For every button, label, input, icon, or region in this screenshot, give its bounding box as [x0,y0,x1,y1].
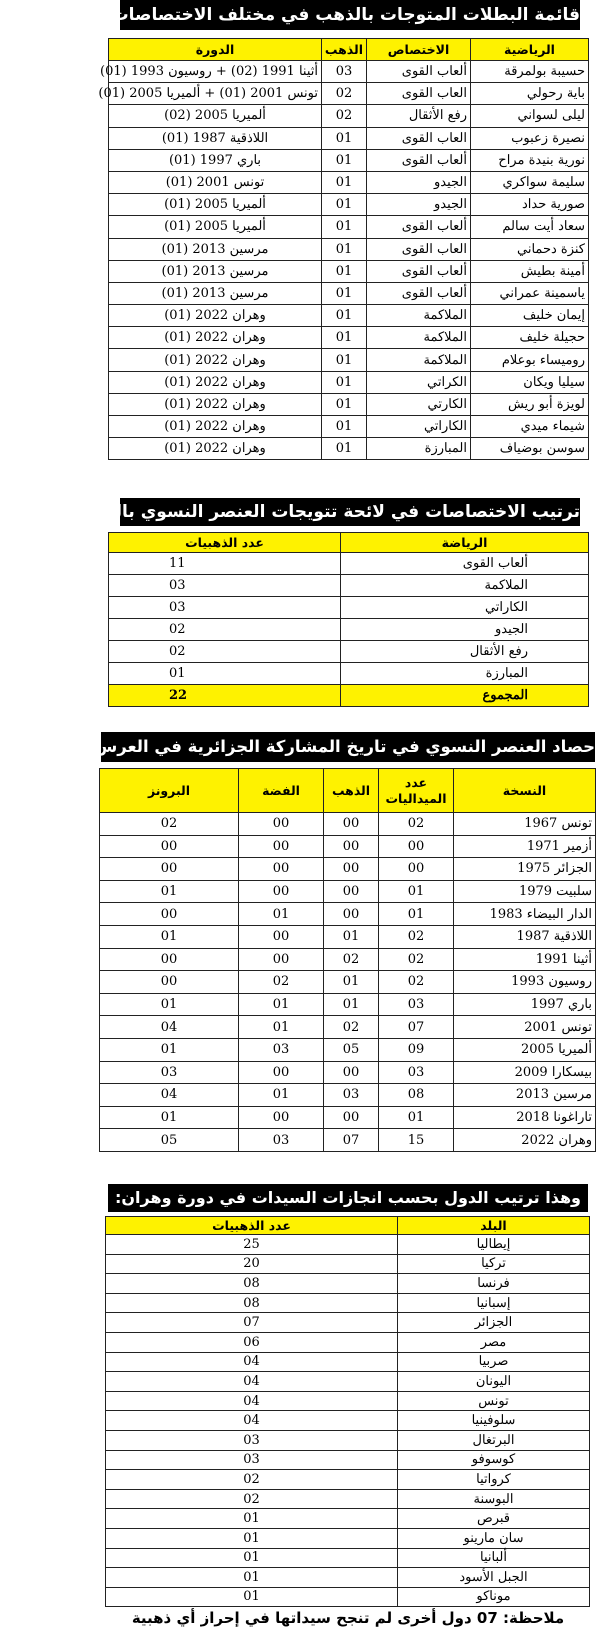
bronze-cell: 04 [100,1016,239,1039]
edition-cell: تونس 2001 [454,1016,596,1039]
edition-cell: وهران 2022 (01) [109,305,322,327]
table-row [109,416,589,438]
gold-count-cell: 11 [109,553,341,575]
table-row [109,327,589,349]
disciplines-ranking-section [69,498,598,707]
gold-count-cell: 02 [106,1489,398,1509]
bronze-cell: 01 [100,993,239,1016]
table-row [106,1528,590,1548]
table-row [109,149,589,171]
bronze-cell: 01 [100,1106,239,1129]
table-row [100,813,596,836]
discipline-cell: المبارزة [367,438,471,460]
table-row [109,194,589,216]
table-row [106,1470,590,1490]
gold-cell: 01 [322,416,367,438]
edition-cell: مرسين 2013 (01) [109,282,322,304]
gold-count-cell: 04 [106,1411,398,1431]
medal-count-cell: 00 [379,835,454,858]
discipline-cell: الكاراتي [367,416,471,438]
table-row [106,1332,590,1352]
table-row [100,925,596,948]
athlete-cell: سوسن بوضياف [471,438,589,460]
silver-cell: 02 [239,971,324,994]
bronze-cell: 05 [100,1129,239,1152]
medal-count-cell: 02 [379,971,454,994]
table-row [109,238,589,260]
header-edition: الدورة [109,39,322,61]
edition-cell: ألميريا 2005 [454,1038,596,1061]
country-cell: تونس [398,1391,590,1411]
table-row [100,1106,596,1129]
table-row [109,282,589,304]
medal-count-cell: 02 [379,925,454,948]
table-row [100,903,596,926]
country-cell: سان مارينو [398,1528,590,1548]
medal-count-cell: 01 [379,880,454,903]
gold-count-cell: 08 [106,1293,398,1313]
discipline-cell: العاب القوى [367,127,471,149]
table-row [109,216,589,238]
disciplines-ranking-title: ترتيب الاختصاصات في لائحة تتويجات العنصر النسوي بالذهب: [120,498,580,526]
header-sport: الرياضة [341,533,589,553]
table-row [106,1352,590,1372]
country-cell: سلوفينيا [398,1411,590,1431]
gold-cell: 07 [324,1129,379,1152]
countries-ranking-table [105,1216,590,1607]
table-row [100,1038,596,1061]
medal-count-cell: 02 [379,813,454,836]
bronze-cell: 02 [100,813,239,836]
total-label: المجموع [341,685,589,707]
gold-cell: 02 [322,105,367,127]
athlete-cell: شيماء ميدي [471,416,589,438]
medal-count-cell: 08 [379,1084,454,1107]
table-row [106,1587,590,1607]
gold-count-cell: 20 [106,1254,398,1274]
gold-cell: 00 [324,835,379,858]
silver-cell: 03 [239,1038,324,1061]
table-row [106,1430,590,1450]
discipline-cell: ألعاب القوى [367,216,471,238]
header-country: البلد [398,1217,590,1235]
table-row [109,663,589,685]
silver-cell: 00 [239,813,324,836]
gold-cell: 02 [324,948,379,971]
disciplines-ranking-table [108,532,589,707]
bronze-cell: 01 [100,880,239,903]
table-row [106,1509,590,1529]
gold-count-cell: 04 [106,1352,398,1372]
gold-cell: 03 [322,61,367,83]
sport-cell: الجيدو [341,619,589,641]
edition-cell: ألميريا 2005 (02) [109,105,322,127]
gold-count-cell: 01 [106,1509,398,1529]
sport-cell: المبارزة [341,663,589,685]
silver-cell: 00 [239,858,324,881]
total-row [109,685,589,707]
gold-cell: 01 [322,327,367,349]
athlete-cell: ليلى لسواني [471,105,589,127]
gold-count-cell: 25 [106,1235,398,1255]
discipline-cell: العاب القوى [367,83,471,105]
discipline-cell: العاب القوى [367,238,471,260]
table-row [106,1391,590,1411]
gold-count-cell: 03 [106,1430,398,1450]
bronze-cell: 00 [100,858,239,881]
discipline-cell: الملاكمة [367,305,471,327]
silver-cell: 03 [239,1129,324,1152]
total-value: 22 [109,685,341,707]
header-medal-count: عدد الميداليات [379,769,454,813]
gold-cell: 00 [324,813,379,836]
gold-cell: 00 [324,1061,379,1084]
medal-count-cell: 03 [379,1061,454,1084]
table-row [100,1061,596,1084]
table-row [100,1084,596,1107]
gold-count-cell: 01 [106,1528,398,1548]
edition-cell: وهران 2022 (01) [109,438,322,460]
discipline-cell: الجيدو [367,194,471,216]
country-cell: إيطاليا [398,1235,590,1255]
medal-harvest-title: حصاد العنصر النسوي في تاريخ المشاركة الجزائرية في العرس المتوسطي [101,732,595,762]
table-row [100,993,596,1016]
table-row [109,553,589,575]
header-silver: الفضة [239,769,324,813]
bronze-cell: 03 [100,1061,239,1084]
discipline-cell: ألعاب القوى [367,61,471,83]
edition-cell: وهران 2022 (01) [109,349,322,371]
country-cell: موناكو [398,1587,590,1607]
edition-cell: الجزائر 1975 [454,858,596,881]
athlete-cell: ياسمينة عمراني [471,282,589,304]
country-cell: تركيا [398,1254,590,1274]
edition-cell: ألميريا 2005 (01) [109,216,322,238]
athlete-cell: كنزة دحماني [471,238,589,260]
gold-cell: 03 [324,1084,379,1107]
medal-count-cell: 01 [379,1106,454,1129]
table-row [100,971,596,994]
gold-cell: 05 [324,1038,379,1061]
footnote: ملاحظة: 07 دول أخرى لم تنجح سيداتها في إحراز أي ذهبية [131,1609,565,1628]
discipline-cell: الكارتي [367,393,471,415]
edition-cell: باري 1997 [454,993,596,1016]
table-row [109,438,589,460]
athlete-cell: سعاد أيت سالم [471,216,589,238]
gold-cell: 01 [322,393,367,415]
edition-cell: أثينا 1991 [454,948,596,971]
silver-cell: 00 [239,1106,324,1129]
edition-cell: اللاذقية 1987 (01) [109,127,322,149]
bronze-cell: 01 [100,1038,239,1061]
gold-count-cell: 04 [106,1391,398,1411]
gold-count-cell: 06 [106,1332,398,1352]
table-row [100,948,596,971]
gold-medalists-section [98,0,598,460]
edition-cell: أزمير 1971 [454,835,596,858]
edition-cell: مرسين 2013 (01) [109,260,322,282]
table-row [109,127,589,149]
discipline-cell: الملاكمة [367,349,471,371]
edition-cell: أثينا 1991 (02) + روسيون 1993 (01) [109,61,322,83]
silver-cell: 00 [239,835,324,858]
gold-cell: 01 [322,371,367,393]
header-gold: الذهب [324,769,379,813]
countries-ranking-title: وهذا ترتيب الدول بحسب انجازات السيدات في دورة وهران: [108,1184,588,1212]
gold-cell: 02 [324,1016,379,1039]
table-row [100,1016,596,1039]
silver-cell: 01 [239,1016,324,1039]
athlete-cell: سيليا ويكان [471,371,589,393]
country-cell: إسبانيا [398,1293,590,1313]
athlete-cell: إيمان خليف [471,305,589,327]
table-row [106,1411,590,1431]
silver-cell: 01 [239,1084,324,1107]
medal-count-cell: 00 [379,858,454,881]
gold-cell: 01 [322,282,367,304]
table-row [106,1489,590,1509]
gold-cell: 01 [322,438,367,460]
table-row [106,1548,590,1568]
bronze-cell: 00 [100,903,239,926]
gold-cell: 01 [322,260,367,282]
gold-count-cell: 01 [109,663,341,685]
sport-cell: الكاراتي [341,597,589,619]
edition-cell: وهران 2022 [454,1129,596,1152]
country-cell: صربيا [398,1352,590,1372]
table-row [109,83,589,105]
table-row [106,1254,590,1274]
discipline-cell: رفع الأثقال [367,105,471,127]
header-discipline: الاختصاص [367,39,471,61]
gold-count-cell: 03 [106,1450,398,1470]
medal-count-cell: 01 [379,903,454,926]
gold-count-cell: 01 [106,1587,398,1607]
discipline-cell: الكراتي [367,371,471,393]
table-row [100,880,596,903]
silver-cell: 00 [239,925,324,948]
medal-count-cell: 02 [379,948,454,971]
gold-count-cell: 03 [109,575,341,597]
table-row [100,1129,596,1152]
gold-cell: 01 [322,194,367,216]
athlete-cell: باية رحولي [471,83,589,105]
silver-cell: 00 [239,1061,324,1084]
gold-cell: 01 [322,149,367,171]
sport-cell: رفع الأثقال [341,641,589,663]
edition-cell: تونس 2001 (01) + ألميريا 2005 (01) [109,83,322,105]
edition-cell: مرسين 2013 [454,1084,596,1107]
gold-cell: 01 [324,993,379,1016]
edition-cell: تونس 1967 [454,813,596,836]
athlete-cell: سليمة سواكري [471,171,589,193]
table-row [106,1450,590,1470]
gold-medalists-title: قائمة البطلات المتوجات بالذهب في مختلف الاختصاصات: [120,0,580,30]
edition-cell: باري 1997 (01) [109,149,322,171]
table-row [109,641,589,663]
athlete-cell: صورية حداد [471,194,589,216]
gold-cell: 01 [324,925,379,948]
edition-cell: روسيون 1993 [454,971,596,994]
silver-cell: 01 [239,903,324,926]
header-bronze: البرونز [100,769,239,813]
edition-cell: سلبيت 1979 [454,880,596,903]
table-row [109,597,589,619]
gold-cell: 01 [322,171,367,193]
athlete-cell: حجيلة خليف [471,327,589,349]
gold-cell: 02 [322,83,367,105]
medal-harvest-table [99,768,596,1152]
discipline-cell: ألعاب القوى [367,149,471,171]
athlete-cell: أمينة بطيش [471,260,589,282]
gold-cell: 00 [324,903,379,926]
table-row [109,575,589,597]
header-gold-count: عدد الذهبيات [106,1217,398,1235]
medal-count-cell: 15 [379,1129,454,1152]
table-row [109,260,589,282]
edition-cell: مرسين 2013 (01) [109,238,322,260]
header-gold: الذهب [322,39,367,61]
gold-cell: 01 [322,349,367,371]
table-row [109,393,589,415]
table-row [109,171,589,193]
edition-cell: وهران 2022 (01) [109,416,322,438]
discipline-cell: ألعاب القوى [367,282,471,304]
gold-cell: 01 [322,216,367,238]
table-row [109,305,589,327]
gold-cell: 01 [322,305,367,327]
table-row [106,1235,590,1255]
country-cell: قبرص [398,1509,590,1529]
silver-cell: 00 [239,880,324,903]
header-edition: النسخة [454,769,596,813]
medal-harvest-section [0,732,598,1152]
bronze-cell: 00 [100,971,239,994]
discipline-cell: الملاكمة [367,327,471,349]
gold-count-cell: 02 [109,641,341,663]
country-cell: فرنسا [398,1274,590,1294]
gold-cell: 01 [324,971,379,994]
gold-cell: 00 [324,1106,379,1129]
table-row [106,1293,590,1313]
table-row [100,858,596,881]
edition-cell: اللاذقية 1987 [454,925,596,948]
gold-medalists-table [98,38,589,460]
header-athlete: الرياضية [471,39,589,61]
gold-cell: 01 [322,238,367,260]
gold-cell: 00 [324,858,379,881]
gold-count-cell: 07 [106,1313,398,1333]
bronze-cell: 00 [100,948,239,971]
edition-cell: وهران 2022 (01) [109,327,322,349]
header-gold-count: عدد الذهبيات [109,533,341,553]
edition-cell: بيسكارا 2009 [454,1061,596,1084]
bronze-cell: 01 [100,925,239,948]
table-row [106,1274,590,1294]
edition-cell: وهران 2022 (01) [109,371,322,393]
medal-count-cell: 07 [379,1016,454,1039]
athlete-cell: لويزة أبو ريش [471,393,589,415]
edition-cell: تاراغونا 2018 [454,1106,596,1129]
gold-count-cell: 01 [106,1548,398,1568]
gold-count-cell: 08 [106,1274,398,1294]
table-row [106,1372,590,1392]
medal-count-cell: 09 [379,1038,454,1061]
gold-cell: 01 [322,127,367,149]
country-cell: كرواتيا [398,1470,590,1490]
silver-cell: 01 [239,993,324,1016]
country-cell: كوسوفو [398,1450,590,1470]
country-cell: الجزائر [398,1313,590,1333]
table-row [109,619,589,641]
medal-count-cell: 03 [379,993,454,1016]
country-cell: الجبل الأسود [398,1568,590,1588]
discipline-cell: ألعاب القوى [367,260,471,282]
table-row [100,835,596,858]
table-row [109,105,589,127]
country-cell: ألبانيا [398,1548,590,1568]
sport-cell: ألعاب القوى [341,553,589,575]
country-cell: البوسنة [398,1489,590,1509]
table-row [109,371,589,393]
country-cell: اليونان [398,1372,590,1392]
athlete-cell: روميساء بوعلام [471,349,589,371]
countries-ranking-section [98,1184,598,1627]
bronze-cell: 00 [100,835,239,858]
gold-count-cell: 02 [106,1470,398,1490]
table-row [106,1568,590,1588]
sport-cell: الملاكمة [341,575,589,597]
athlete-cell: نورية بنيدة مراح [471,149,589,171]
athlete-cell: حسيبة بولمرقة [471,61,589,83]
bronze-cell: 04 [100,1084,239,1107]
edition-cell: تونس 2001 (01) [109,171,322,193]
gold-count-cell: 01 [106,1568,398,1588]
table-row [109,61,589,83]
gold-cell: 00 [324,880,379,903]
gold-count-cell: 03 [109,597,341,619]
athlete-cell: نصيرة زعبوب [471,127,589,149]
table-row [106,1313,590,1333]
edition-cell: الدار البيضاء 1983 [454,903,596,926]
gold-count-cell: 02 [109,619,341,641]
country-cell: البرتغال [398,1430,590,1450]
country-cell: مصر [398,1332,590,1352]
gold-count-cell: 04 [106,1372,398,1392]
table-row [109,349,589,371]
edition-cell: ألميريا 2005 (01) [109,194,322,216]
silver-cell: 00 [239,948,324,971]
edition-cell: وهران 2022 (01) [109,393,322,415]
discipline-cell: الجيدو [367,171,471,193]
